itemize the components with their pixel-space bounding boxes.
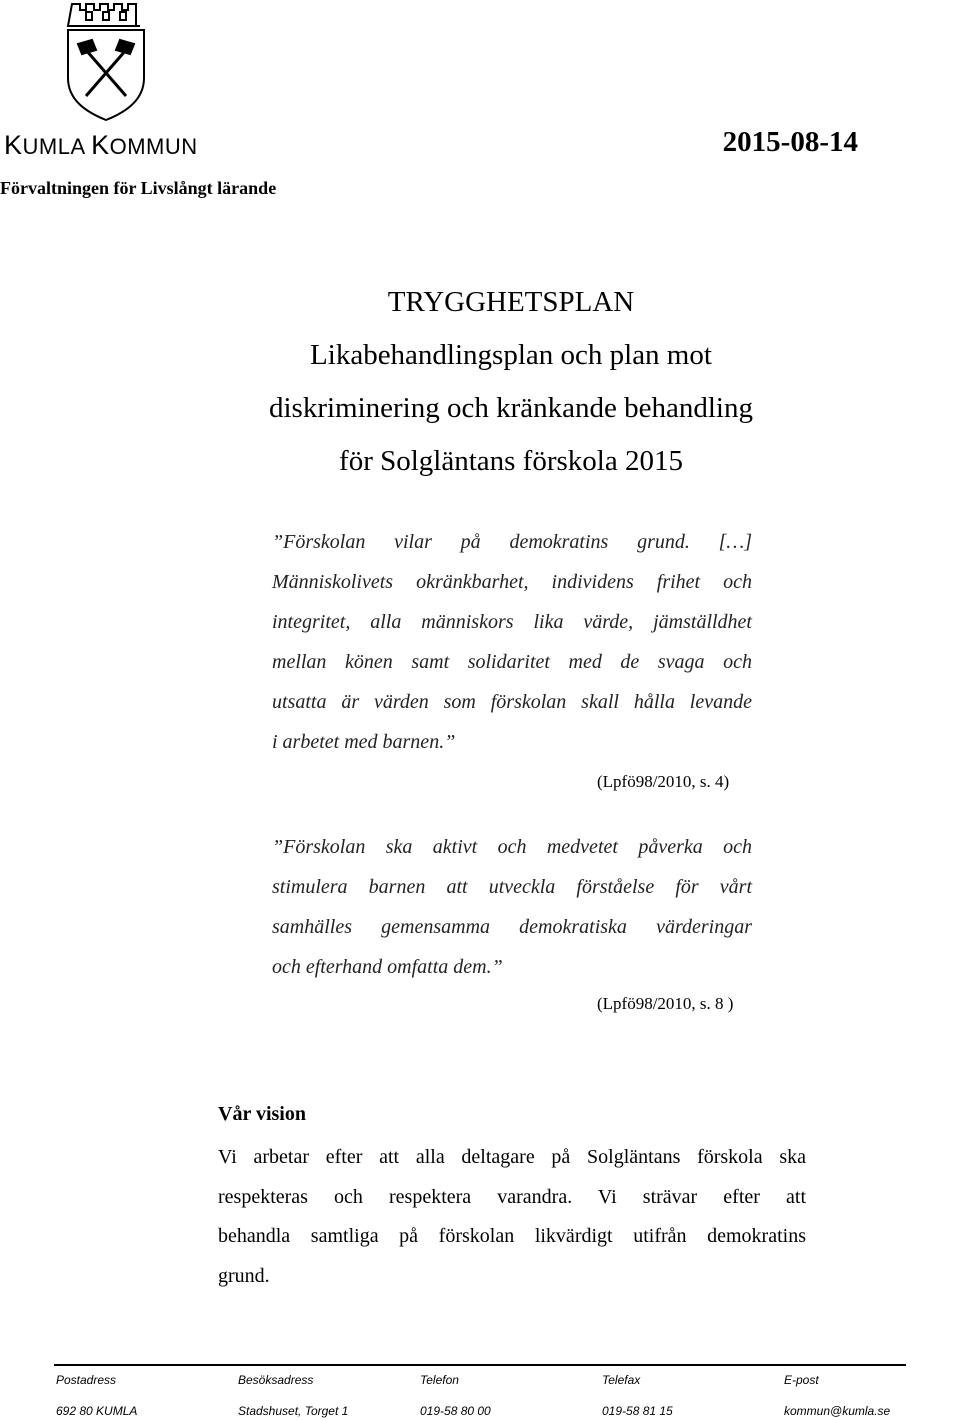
title-line: Likabehandlingsplan och plan mot (310, 339, 712, 371)
quote-citation: (Lpfö98/2010, s. 4) (597, 772, 730, 791)
document-title (0, 276, 960, 488)
footer-label-besoksadress: Besöksadress (238, 1373, 314, 1387)
footer-postadress: 692 80 KUMLA (56, 1404, 138, 1418)
vision-paragraph (218, 1138, 806, 1296)
footer-label-telefon: Telefon (420, 1373, 459, 1387)
vision-heading: Vår vision (218, 1103, 306, 1125)
footer-email-link[interactable]: kommun@kumla.se (784, 1404, 891, 1418)
paragraph-line: behandla samtliga på förskolan likvärdigt utifrån demokratins (218, 1225, 806, 1247)
quote-citation: (Lpfö98/2010, s. 8 ) (597, 994, 734, 1013)
quote-line: i arbetet med barnen.” (272, 731, 456, 753)
quote-line: stimulera barnen att utveckla förståelse för vårt (272, 876, 752, 898)
quote-block (272, 522, 752, 762)
footer-besoksadress: Stadshuset, Torget 1 (238, 1404, 349, 1418)
department-name: Förvaltningen för Livslångt lärande (0, 178, 277, 198)
footer-divider (54, 1364, 906, 1366)
title-line: diskriminering och kränkande behandling (268, 392, 753, 424)
quote-line: ”Förskolan ska aktivt och medvetet påverka och (272, 836, 752, 858)
quote-line: integritet, alla människors lika värde, jämställdhet (272, 611, 752, 633)
footer-label-postadress: Postadress (56, 1373, 117, 1387)
document-date: 2015-08-14 (722, 126, 858, 158)
quote-line: mellan könen samt solidaritet med de svaga och (272, 651, 752, 673)
quote-line: och efterhand omfatta dem.” (272, 956, 503, 978)
quote-line: samhälles gemensamma demokratiska värderingar (272, 916, 752, 938)
paragraph-line: respekteras och respektera varandra. Vi strävar efter att (218, 1185, 806, 1208)
quote-line: ”Förskolan vilar på demokratins grund. […] (272, 531, 752, 553)
org-name: KUMLA KOMMUN (4, 130, 198, 160)
footer-label-epost: E-post (784, 1373, 819, 1387)
footer-label-telefax: Telefax (602, 1373, 641, 1387)
footer-telefon: 019-58 80 00 (420, 1404, 491, 1418)
paragraph-line: Vi arbetar efter att alla deltagare på Solgläntans förskola ska (218, 1146, 806, 1168)
footer-telefax: 019-58 81 15 (602, 1404, 673, 1418)
quote-line: Människolivets okränkbarhet, individens frihet och (272, 571, 752, 593)
quote-line: utsatta är värden som förskolan skall hålla levande (272, 691, 752, 713)
quote-block (272, 827, 752, 987)
title-line: TRYGGHETSPLAN (387, 286, 635, 318)
title-line: för Solgläntans förskola 2015 (339, 445, 683, 477)
kumla-coat-of-arms-icon (64, 0, 148, 122)
paragraph-line: grund. (218, 1264, 270, 1287)
